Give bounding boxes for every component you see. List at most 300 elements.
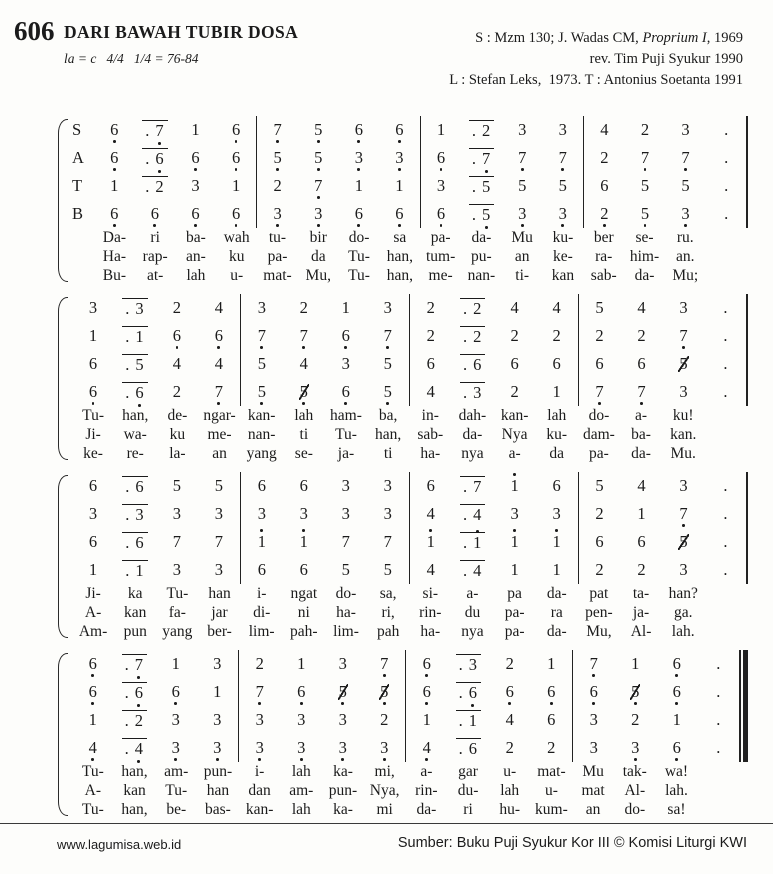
note — [216, 147, 257, 167]
lyric-syllable: ham- — [330, 406, 362, 424]
end-barline — [746, 350, 748, 378]
note-digit: 3 — [338, 709, 347, 729]
note-digit: 6 — [436, 203, 446, 223]
pair-dot: . — [145, 121, 150, 141]
note — [156, 475, 198, 495]
lyric-syllable: pa- — [504, 603, 525, 621]
note — [114, 710, 156, 730]
measure-2 — [240, 350, 409, 378]
note — [663, 531, 705, 551]
lyric-syllable: ra — [550, 603, 563, 621]
note — [114, 382, 156, 402]
dotted-pair — [456, 710, 481, 730]
note-digit: 2 — [473, 327, 482, 347]
note-digit: 4 — [600, 119, 609, 139]
pair-dot: . — [462, 355, 468, 375]
lyric-syllable: u- — [503, 762, 517, 780]
lyric-measure-3 — [409, 444, 578, 463]
note — [198, 531, 240, 551]
lyric-measure-4 — [583, 247, 746, 266]
note-digit: 6 — [134, 683, 143, 703]
note — [216, 175, 257, 195]
lyric-syllable: ga. — [673, 603, 693, 621]
note — [241, 559, 283, 579]
measure-2 — [240, 378, 409, 406]
note — [198, 353, 240, 373]
note-digit: 6 — [672, 737, 681, 757]
note — [72, 559, 114, 579]
key-and-tempo: la = c 4/4 1/4 = 76-84 — [64, 51, 199, 66]
lyric-measure-4 — [572, 762, 739, 781]
lyric-line-2 — [72, 425, 748, 444]
note — [625, 119, 666, 139]
note-digit: 3 — [552, 503, 561, 523]
measure-4 — [578, 528, 747, 556]
lyric-syllable: tu- — [268, 228, 287, 246]
note-digit: 3 — [558, 119, 567, 139]
lyric-syllable: me- — [207, 425, 232, 443]
hold-dot: . — [716, 709, 721, 729]
end-barline — [746, 294, 748, 322]
measure-3 — [405, 650, 572, 678]
dotted-pair — [122, 504, 147, 524]
note-digit: 6 — [547, 681, 556, 701]
note — [155, 653, 197, 673]
lyric-syllable: han? — [668, 584, 698, 602]
end-barline — [746, 378, 748, 406]
note — [72, 503, 114, 523]
voice-row-T — [72, 528, 748, 556]
note — [114, 476, 156, 496]
lyric-syllable: am- — [164, 762, 189, 780]
note-digit: 3 — [172, 559, 182, 579]
lyric-line-1 — [72, 406, 748, 425]
lyric-measure-1 — [72, 762, 239, 781]
note-digit: 7 — [257, 325, 266, 345]
note-digit: 3 — [88, 503, 98, 523]
measure-1 — [72, 706, 238, 734]
lyric-syllable: Tu- — [348, 247, 370, 265]
note-digit: 2 — [640, 119, 650, 139]
measure-3 — [409, 500, 578, 528]
lyric-syllable: pa- — [430, 228, 451, 246]
note — [625, 203, 666, 223]
note — [489, 737, 531, 757]
note — [704, 475, 746, 495]
note — [704, 531, 746, 551]
lyric-measure-3 — [409, 603, 578, 622]
note — [364, 737, 406, 757]
pair-dot: . — [462, 505, 468, 525]
voice-row-B — [72, 556, 748, 584]
note — [322, 737, 364, 757]
note — [584, 119, 625, 139]
lyric-syllable: se- — [294, 444, 313, 462]
note — [156, 531, 198, 551]
note — [494, 325, 536, 345]
note-digit: 4 — [214, 297, 223, 317]
note-digit: 5 — [595, 475, 604, 495]
measure-3 — [409, 322, 578, 350]
pair-dot: . — [125, 505, 130, 525]
note — [494, 353, 536, 373]
note-digit: 4 — [426, 559, 435, 579]
measure-4 — [578, 500, 747, 528]
note-digit: 6 — [510, 353, 519, 373]
note — [656, 653, 698, 673]
note-digit: 3 — [172, 503, 182, 523]
note-digit: 6 — [595, 531, 604, 551]
note — [494, 475, 536, 495]
lyric-measure-2 — [239, 800, 406, 819]
lyric-syllable: ku — [169, 425, 186, 443]
note — [536, 503, 578, 523]
lyric-syllable: ru. — [676, 228, 694, 246]
note-digit: 6 — [257, 475, 266, 495]
end-barline — [746, 116, 748, 144]
note-digit: 3 — [395, 147, 404, 167]
note-digit: 6 — [354, 119, 363, 139]
note-digit: 2 — [600, 147, 609, 167]
note — [156, 297, 198, 317]
note-digit: 5 — [595, 297, 604, 317]
note — [421, 203, 462, 223]
note-digit: 6 — [299, 559, 308, 579]
note-digit: 1 — [110, 175, 119, 195]
measure-4 — [578, 378, 747, 406]
note — [94, 147, 135, 167]
note-digit: 5 — [679, 531, 688, 551]
voice-row-S — [72, 116, 748, 144]
measure-1 — [72, 734, 238, 762]
note — [531, 681, 573, 701]
measure-1 — [72, 650, 238, 678]
measure-3 — [409, 528, 578, 556]
end-barline — [746, 472, 748, 500]
lyric-measure-3 — [420, 266, 583, 285]
lyric-syllable: lah — [291, 800, 311, 818]
note — [704, 503, 746, 523]
note — [156, 381, 198, 401]
measure-2 — [240, 556, 409, 584]
lyric-syllable: kan- — [500, 406, 529, 424]
note — [421, 147, 462, 167]
lyric-syllable: pa- — [504, 622, 525, 640]
lyric-syllable: him- — [629, 247, 660, 265]
note — [325, 353, 367, 373]
lyric-syllable: nya — [461, 622, 484, 640]
note-digit: 6 — [341, 325, 350, 345]
lyric-syllable: ba- — [186, 228, 206, 246]
end-barline — [746, 556, 748, 584]
note — [542, 203, 583, 223]
lyric-syllable: i- — [254, 762, 265, 780]
note — [339, 175, 380, 195]
note — [706, 203, 747, 223]
note — [364, 653, 406, 673]
note-digit: 6 — [547, 709, 556, 729]
note-digit: 7 — [214, 381, 223, 401]
note — [367, 475, 409, 495]
lyric-syllable: Am- — [78, 622, 108, 640]
note-digit: 4 — [422, 737, 431, 757]
measure-3 — [420, 116, 583, 144]
note — [379, 175, 420, 195]
system-1 — [58, 116, 748, 285]
note-digit: 3 — [436, 175, 446, 195]
note — [621, 475, 663, 495]
note — [502, 203, 543, 223]
dotted-pair — [460, 504, 485, 524]
note-digit: 3 — [510, 503, 519, 523]
note — [706, 147, 747, 167]
lyric-syllable: nan- — [247, 425, 276, 443]
note — [367, 503, 409, 523]
note-digit: 4 — [134, 739, 143, 759]
lyric-syllable: a- — [420, 762, 433, 780]
lyric-syllable: Ji- — [85, 425, 101, 443]
note-digit: 3 — [679, 559, 688, 579]
note — [494, 381, 536, 401]
dotted-pair — [460, 476, 485, 496]
note-digit: 6 — [637, 531, 646, 551]
note-digit: 7 — [314, 175, 323, 195]
note — [536, 381, 578, 401]
measure-2 — [256, 200, 419, 228]
note — [339, 119, 380, 139]
lyric-syllable: da- — [416, 800, 437, 818]
note-digit: 6 — [150, 203, 159, 223]
lyric-syllable: lim- — [333, 622, 359, 640]
lyric-syllable: sab- — [417, 425, 444, 443]
lyric-syllable: lah — [500, 781, 520, 799]
pair-dot: . — [124, 739, 129, 759]
lyric-syllable: a- — [508, 444, 521, 462]
note-digit: 3 — [383, 297, 392, 317]
lyric-syllable: Mu — [582, 762, 604, 780]
lyric-syllable: dan — [248, 781, 271, 799]
note — [663, 559, 705, 579]
note — [448, 738, 490, 758]
note — [322, 681, 364, 701]
measure-1 — [72, 528, 240, 556]
note — [573, 681, 615, 701]
lyric-syllable: Tu- — [166, 584, 189, 602]
note — [489, 709, 531, 729]
note-digit: 1 — [341, 297, 350, 317]
note — [94, 119, 135, 139]
note-digit: 3 — [338, 653, 347, 673]
note-digit: 6 — [468, 739, 477, 759]
lyric-syllable: re- — [126, 444, 144, 462]
note — [489, 653, 531, 673]
pair-dot: . — [125, 383, 130, 403]
pair-dot: . — [145, 177, 150, 197]
note-digit: 6 — [600, 175, 609, 195]
measure-4 — [578, 350, 747, 378]
note — [452, 382, 494, 402]
lyric-syllable: ri — [150, 228, 160, 246]
note-digit: 1 — [231, 175, 241, 195]
lyric-syllable: Mu — [511, 228, 533, 246]
measure-2 — [256, 144, 419, 172]
measure-3 — [420, 172, 583, 200]
pair-dot: . — [471, 177, 477, 197]
end-barline — [746, 322, 748, 350]
note — [584, 175, 625, 195]
note-digit: 3 — [314, 203, 323, 223]
note-digit: 5 — [558, 175, 567, 195]
measure-2 — [238, 706, 405, 734]
end-barline — [746, 172, 748, 200]
note — [531, 737, 573, 757]
lyric-measure-2 — [257, 228, 420, 247]
note — [665, 119, 706, 139]
note — [621, 531, 663, 551]
measure-2 — [240, 528, 409, 556]
system-bracket — [58, 475, 68, 638]
final-barline — [739, 706, 748, 734]
dotted-pair — [469, 176, 494, 196]
credit-line-2 — [449, 49, 743, 70]
lyric-line-1 — [72, 762, 748, 781]
note — [663, 325, 705, 345]
note-digit: 1 — [299, 531, 308, 551]
lyric-line-3 — [72, 444, 748, 463]
note-digit: 2 — [255, 653, 264, 673]
hold-dot: . — [716, 653, 721, 673]
note — [283, 325, 325, 345]
lyric-syllable: bas- — [204, 800, 231, 818]
note — [663, 353, 705, 373]
lyric-syllable: pa — [507, 584, 522, 602]
measure-4 — [583, 116, 746, 144]
measure-1 — [94, 172, 256, 200]
lyric-syllable: ha- — [420, 622, 441, 640]
note — [72, 353, 114, 373]
lyric-syllable: ha- — [336, 603, 356, 621]
lyric-syllable: an- — [186, 247, 206, 265]
system-4 — [58, 650, 748, 819]
measure-4 — [578, 556, 747, 584]
note — [135, 148, 176, 168]
lyric-syllable: da- — [471, 228, 492, 246]
credit-text: L : Stefan Leks, 1973. T : Antonius Soetanta 1991 — [449, 72, 743, 88]
lyric-measure-1 — [94, 266, 257, 285]
note — [281, 709, 323, 729]
lyric-syllable: ku — [228, 247, 245, 265]
pair-dot: . — [471, 149, 477, 169]
note — [325, 381, 367, 401]
lyric-measure-3 — [406, 800, 573, 819]
note-digit: 7 — [380, 653, 389, 673]
note-digit: 5 — [640, 175, 650, 195]
lyric-syllable: ber — [593, 228, 614, 246]
lyric-measure-2 — [241, 603, 410, 622]
note — [325, 475, 367, 495]
note-digit: 3 — [214, 503, 223, 523]
note-digit: 2 — [510, 325, 519, 345]
note-digit: 6 — [110, 203, 119, 223]
note-digit: 3 — [171, 737, 180, 757]
voice-row-B — [72, 378, 748, 406]
note — [406, 709, 448, 729]
lyric-syllable: am- — [289, 781, 314, 799]
note-digit: 5 — [631, 681, 640, 701]
note — [615, 737, 657, 757]
note-digit: 3 — [473, 383, 482, 403]
note — [198, 475, 240, 495]
note — [72, 475, 114, 495]
note — [239, 737, 281, 757]
pair-dot: . — [125, 561, 130, 581]
lyric-measure-1 — [94, 247, 257, 266]
note — [156, 325, 198, 345]
note — [72, 709, 114, 729]
measure-4 — [583, 172, 746, 200]
lyric-line-1 — [72, 584, 748, 603]
lyric-syllable: han, — [386, 266, 413, 284]
measure-1 — [72, 678, 238, 706]
lyric-syllable: an — [514, 247, 530, 265]
note — [135, 176, 176, 196]
lyric-syllable: at- — [146, 266, 164, 284]
lyric-syllable: dam- — [582, 425, 615, 443]
note — [175, 147, 216, 167]
note-digit: 6 — [468, 683, 477, 703]
note — [461, 148, 502, 168]
note-digit: 3 — [297, 709, 306, 729]
pair-dot: . — [125, 477, 130, 497]
note — [452, 298, 494, 318]
note-digit: 7 — [214, 531, 223, 551]
lyric-syllable: ja- — [337, 444, 355, 462]
lyric-syllable: ke- — [553, 247, 573, 265]
voice-row-A — [72, 500, 748, 528]
note — [198, 503, 240, 523]
measure-1 — [72, 294, 240, 322]
lyric-syllable: kan- — [247, 406, 276, 424]
note — [241, 503, 283, 523]
note — [421, 175, 462, 195]
note — [94, 175, 135, 195]
note — [216, 119, 257, 139]
lyric-measure-4 — [572, 781, 739, 800]
dotted-pair — [460, 354, 485, 374]
lyric-measure-2 — [241, 444, 410, 463]
note — [621, 297, 663, 317]
note-digit: 7 — [589, 653, 598, 673]
note-digit: 2 — [505, 737, 514, 757]
note — [531, 709, 573, 729]
lyric-measure-4 — [578, 444, 747, 463]
note-digit: 6 — [88, 531, 98, 551]
lyric-syllable: do- — [348, 228, 370, 246]
note — [704, 559, 746, 579]
note — [704, 325, 746, 345]
song-title: DARI BAWAH TUBIR DOSA — [64, 22, 299, 42]
note-digit: 7 — [518, 147, 527, 167]
note-digit: 6 — [155, 149, 164, 169]
lyric-syllable: gar — [458, 762, 478, 780]
note-digit: 6 — [552, 353, 561, 373]
note-digit: 5 — [257, 381, 266, 401]
note-digit: 6 — [595, 353, 604, 373]
note-digit: 3 — [681, 119, 690, 139]
measure-3 — [420, 144, 583, 172]
hold-dot: . — [723, 531, 728, 551]
note-digit: 1 — [436, 119, 446, 139]
